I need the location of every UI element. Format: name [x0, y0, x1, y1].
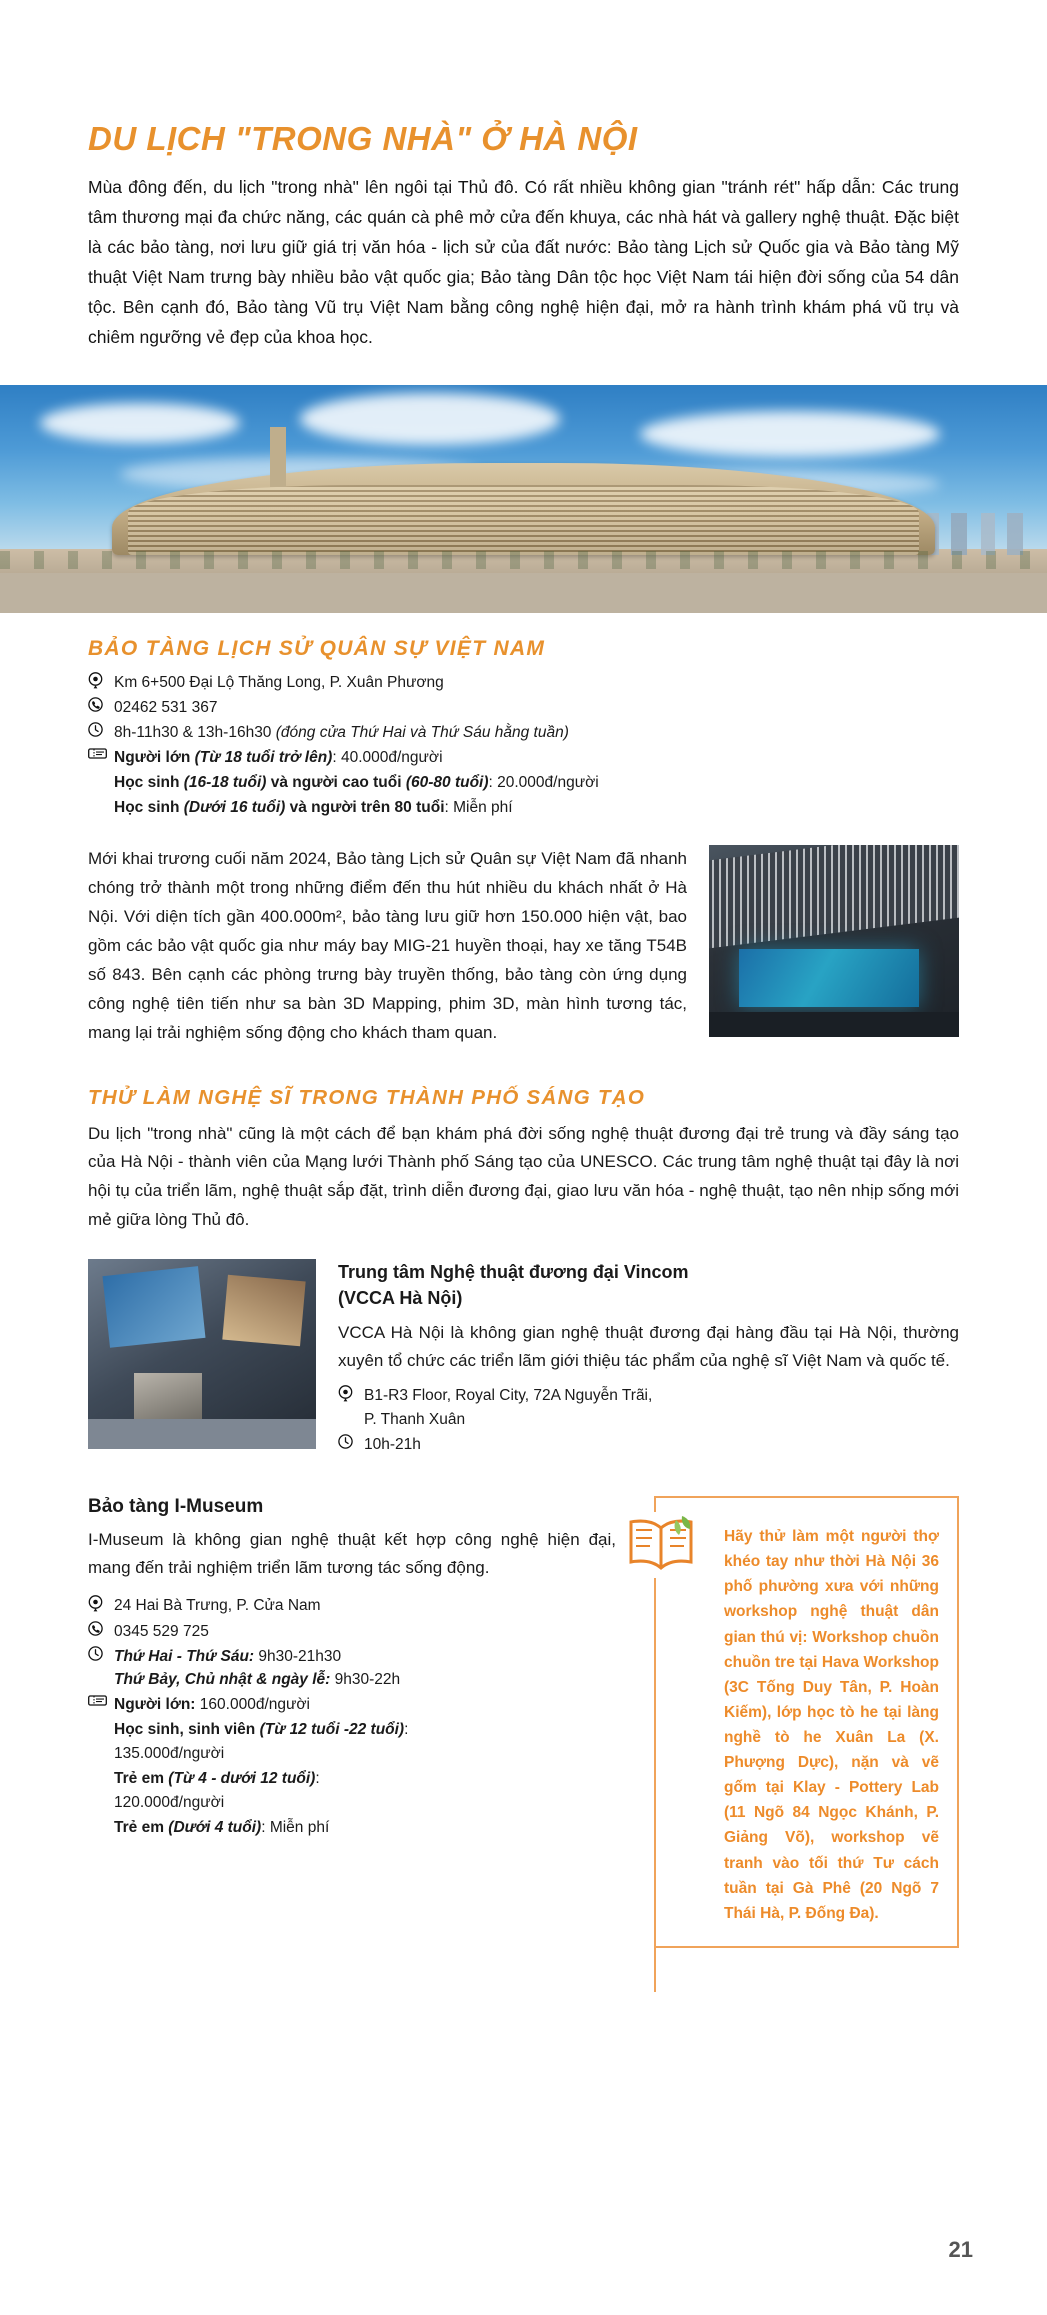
price-line: Trẻ em (Dưới 4 tuổi): Miễn phí — [114, 1819, 330, 1837]
price-line: Người lớn: 160.000đ/người — [114, 1696, 310, 1714]
vcca-photo-artwork — [103, 1266, 206, 1348]
museum-phone-row — [88, 696, 959, 719]
museum-phone: 02462 531 367 — [114, 698, 218, 716]
hero-section — [0, 385, 1047, 613]
museum-body-text: Mới khai trương cuối năm 2024, Bảo tàng Lịch sử Quân sự Việt Nam đã nhanh chóng trở thành một trong những điểm đến thu hút nhiều du khách nhất ở Hà Nội. Với diện tích gần 400.000m², bảo tàng lưu giữ hơn 150.000 hiện vật, bao gồm các bảo vật quốc gia như máy bay MIG-21 huyền thoại, hay xe tăng T54B số 843. Bên cạnh các phòng trưng bày truyền thống, bảo tàng còn ứng dụng công nghệ tiên tiến như sa bàn 3D Mapping, phim 3D, màn hình tương tác, mang lại trải nghiệm sống động cho khách tham quan. — [88, 849, 687, 1042]
vcca-address-row — [338, 1384, 959, 1431]
museum-photo-screen — [739, 949, 919, 1007]
vcca-address — [364, 1384, 959, 1431]
hero-plaza — [0, 573, 1047, 613]
vcca-photo — [88, 1259, 316, 1449]
price-line: Người lớn (Từ 18 tuổi trở lên): 40.000đ/người — [114, 749, 443, 767]
price-line: Trẻ em (Từ 4 - dưới 12 tuổi): 120.000đ/người — [114, 1770, 320, 1812]
price-line: Học sinh (Dưới 16 tuổi) và người trên 80 tuổi: Miễn phí — [114, 799, 513, 817]
vcca-hours: 10h-21h — [364, 1435, 421, 1453]
museum-body-row — [88, 845, 959, 1047]
imuseum-phone-row — [88, 1620, 616, 1643]
imuseum-row — [88, 1496, 959, 1948]
phone-icon — [88, 1620, 114, 1636]
vcca-hours-row — [338, 1433, 959, 1456]
museum-hours — [114, 721, 959, 744]
cloud-shape — [40, 403, 240, 443]
hero-treeline — [0, 551, 1047, 569]
museum-address-row — [88, 671, 959, 694]
museum-hours-main: 8h-11h30 & 13h-16h30 — [114, 724, 276, 742]
museum-photo-floor — [709, 1012, 959, 1037]
museum-info-list — [88, 671, 959, 822]
page-number: 21 — [948, 2237, 973, 2262]
workshop-callout — [654, 1496, 959, 1948]
vcca-photo-artwork — [222, 1275, 305, 1346]
imuseum-hours-weekend-label: Thứ Bảy, Chủ nhật & ngày lễ: — [114, 1671, 331, 1688]
page-content — [0, 0, 1047, 353]
cloud-shape — [300, 393, 560, 445]
artist-section-body: Du lịch "trong nhà" cũng là một cách để bạn khám phá đời sống nghệ thuật đương đại trẻ trung và đầy sáng tạo của Hà Nội - thành viên của Mạng lưới Thành phố Sáng tạo của UNESCO. Các trung tâm nghệ thuật tại đây là nơi hội tụ của triển lãm, nghệ thuật sắp đặt, trình diễn đương đại, giao lưu văn hóa - nghệ thuật, tạo nên nhịp sống mới mẻ giữa lòng Thủ đô. — [88, 1123, 959, 1230]
imuseum-info-list — [88, 1594, 616, 1841]
imuseum-title: Bảo tàng I-Museum — [88, 1496, 264, 1518]
imuseum-phone: 0345 529 725 — [114, 1622, 209, 1640]
vcca-info-list — [338, 1384, 959, 1456]
museum-block — [88, 637, 959, 822]
open-book-icon — [622, 1512, 704, 1578]
museum-photo — [709, 845, 959, 1037]
vcca-title — [338, 1259, 959, 1311]
cloud-shape — [640, 411, 940, 457]
phone-icon — [88, 696, 114, 712]
vcca-body: VCCA Hà Nội là không gian nghệ thuật đương đại hàng đầu tại Hà Nội, thường xuyên tổ chức các triển lãm giới thiệu tác phẩm của nghệ sĩ Việt Nam và quốc tế. — [338, 1323, 959, 1370]
ticket-icon — [88, 746, 114, 760]
ticket-icon — [88, 1693, 114, 1707]
museum-hours-row — [88, 721, 959, 744]
hero-image — [0, 385, 1047, 613]
clock-icon — [338, 1433, 364, 1449]
imuseum-prices — [114, 1693, 616, 1841]
museum-hours-note: (đóng cửa Thứ Hai và Thứ Sáu hằng tuần) — [275, 724, 569, 742]
vcca-title-line2: (VCCA Hà Nội) — [338, 1288, 463, 1309]
museum-address: Km 6+500 Đại Lộ Thăng Long, P. Xuân Phương — [114, 673, 444, 691]
price-line: Học sinh (16-18 tuổi) và người cao tuổi (60-80 tuổi): 20.000đ/người — [114, 774, 599, 792]
museum-price-row — [88, 746, 959, 821]
page-title: DU LỊCH "TRONG NHÀ" Ở HÀ NỘI — [88, 120, 638, 157]
location-pin-icon — [338, 1384, 364, 1402]
artist-section-title: THỬ LÀM NGHỆ SĨ TRONG THÀNH PHỐ SÁNG TẠO — [88, 1085, 646, 1109]
artist-section — [88, 1086, 959, 1236]
vcca-photo-artwork — [134, 1373, 202, 1422]
intro-paragraph: Mùa đông đến, du lịch "trong nhà" lên ngôi tại Thủ đô. Có rất nhiều không gian "tránh rét" hấp dẫn: Các trung tâm thương mại đa chức năng, các quán cà phê mở cửa đến khuya, các nhà hát và gallery nghệ thuật. Đặc biệt là các bảo tàng, nơi lưu giữ giá trị văn hóa - lịch sử của đất nước: Bảo tàng Lịch sử Quốc gia và Bảo tàng Mỹ thuật Việt Nam trưng bày nhiều bảo vật quốc gia; Bảo tàng Dân tộc học Việt Nam tái hiện đời sống của 54 dân tộc. Bên cạnh đó, Bảo tàng Vũ trụ Việt Nam bằng công nghệ hiện đại, mở ra hành trình khám phá vũ trụ và chiêm ngưỡng vẻ đẹp của khoa học. — [88, 177, 959, 348]
vcca-block — [88, 1259, 959, 1458]
callout-tail — [654, 1946, 656, 1992]
location-pin-icon — [88, 1594, 114, 1612]
callout-wrapper — [654, 1496, 959, 1948]
price-line: Học sinh, sinh viên (Từ 12 tuổi -22 tuổi): 135.000đ/người — [114, 1721, 409, 1763]
hero-tower — [270, 427, 286, 487]
imuseum-hours — [114, 1645, 616, 1692]
museum-photo-ceiling — [709, 845, 959, 952]
clock-icon — [88, 721, 114, 737]
clock-icon — [88, 1645, 114, 1661]
location-pin-icon — [88, 671, 114, 689]
museum-prices — [114, 746, 959, 821]
vcca-title-line1: Trung tâm Nghệ thuật đương đại Vincom — [338, 1262, 689, 1283]
imuseum-hours-weekend-value: 9h30-22h — [330, 1671, 401, 1688]
imuseum-hours-row — [88, 1645, 616, 1692]
imuseum-hours-weekday-value: 9h30-21h30 — [254, 1647, 342, 1665]
vcca-address-line2: P. Thanh Xuân — [364, 1410, 466, 1428]
imuseum-address-row — [88, 1594, 616, 1617]
vcca-address-line1: B1-R3 Floor, Royal City, 72A Nguyễn Trãi, — [364, 1387, 653, 1405]
imuseum-hours-weekday-label: Thứ Hai - Thứ Sáu: — [114, 1647, 255, 1665]
imuseum-address: 24 Hai Bà Trưng, P. Cửa Nam — [114, 1597, 321, 1615]
imuseum-block — [88, 1496, 616, 1843]
callout-text: Hãy thử làm một người thợ khéo tay như thời Hà Nội 36 phố phường xưa với những workshop nghệ thuật dân gian thú vị: Workshop chuồn chuồn tre tại Hava Workshop (3C Tống Duy Tân, P. Hoàn Kiếm), lớp học tò he tại làng nghề tò he Xuân La (X. Phượng Dực), nặn và vẽ gốm tại Klay - Pottery Lab (11 Ngõ 84 Ngọc Khánh, P. Giảng Võ), workshop vẽ tranh vào tối thứ Tư cách tuần tại Gà Phê (20 Ngõ 7 Thái Hà, P. Đống Đa). — [724, 1528, 939, 1922]
imuseum-price-row — [88, 1693, 616, 1841]
museum-title: BẢO TÀNG LỊCH SỬ QUÂN SỰ VIỆT NAM — [88, 636, 546, 660]
vcca-photo-floor — [88, 1419, 316, 1449]
vcca-text — [338, 1259, 959, 1458]
imuseum-body: I-Museum là không gian nghệ thuật kết hợp công nghệ hiện đại, mang đến trải nghiệm triển lãm tương tác sống động. — [88, 1530, 616, 1578]
